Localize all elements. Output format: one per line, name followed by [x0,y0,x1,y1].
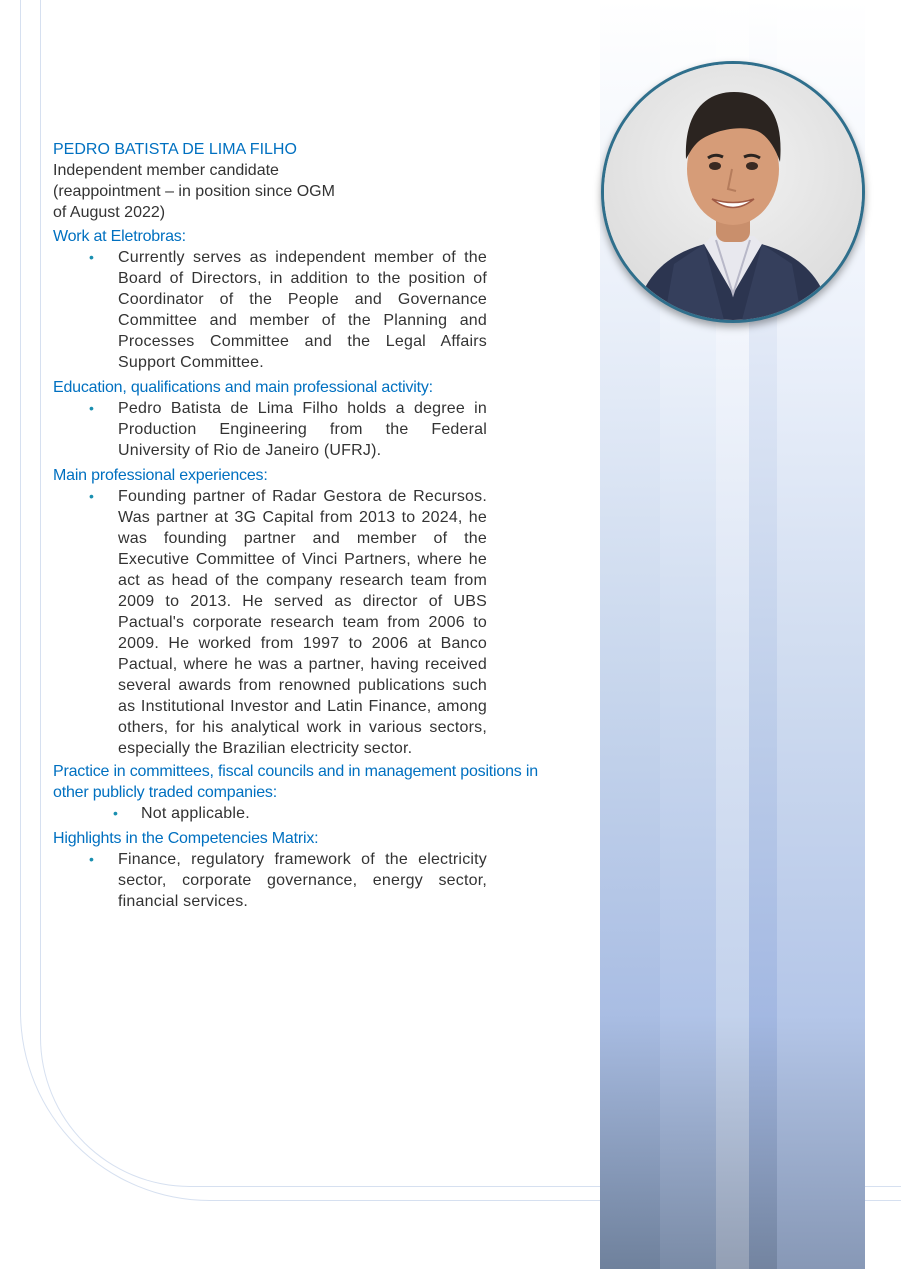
section-heading-practice-line: Practice in committees, fiscal councils and in management positions in [53,763,538,780]
candidate-portrait [601,61,865,323]
section-heading-practice-line: other publicly traded companies: [53,784,277,801]
list-item: • Not applicable. [141,803,510,824]
section-heading-experience: Main professional experiences: [53,467,268,484]
candidate-role-line: (reappointment – in position since OGM [53,183,335,200]
list-item: • Finance, regulatory framework of the electricity sector, corporate governance, energy sector, financial services. [118,849,487,912]
highlights-list [53,849,593,912]
education-list [53,398,593,461]
portrait-illustration [604,64,862,320]
section-heading-work: Work at Eletrobras: [53,228,186,245]
practice-list [53,803,593,824]
section-heading-education: Education, qualifications and main professional activity: [53,379,433,396]
list-item: • Founding partner of Radar Gestora de Recursos. Was partner at 3G Capital from 2013 to 2024, he was founding partner and member of the Executive Committee of Vinci Partners, where he act as head of the company research team from 2009 to 2013. He served as director of UBS Pactual's corporate research team from 2006 to 2009. He worked from 1997 to 2006 at Banco Pactual, where he was a partner, having received several awards from renowned publications such as Institutional Investor and Latin Finance, among others, for his analytical work in various sectors, especially the Brazilian electricity sector. [118,486,487,759]
candidate-role-line: Independent member candidate [53,162,279,179]
candidate-role-line: of August 2022) [53,204,166,221]
profile-content [53,140,593,912]
list-item: • Pedro Batista de Lima Filho holds a degree in Production Engineering from the Federal University of Rio de Janeiro (UFRJ). [118,398,487,461]
work-list [53,247,593,373]
section-heading-highlights: Highlights in the Competencies Matrix: [53,830,319,847]
list-item: • Currently serves as independent member of the Board of Directors, in addition to the position of Coordinator of the People and Governance Committee and member of the Planning and Processes Committee and the Legal Affairs Support Committee. [118,247,487,373]
experience-list [53,486,593,759]
candidate-name: PEDRO BATISTA DE LIMA FILHO [53,141,297,158]
